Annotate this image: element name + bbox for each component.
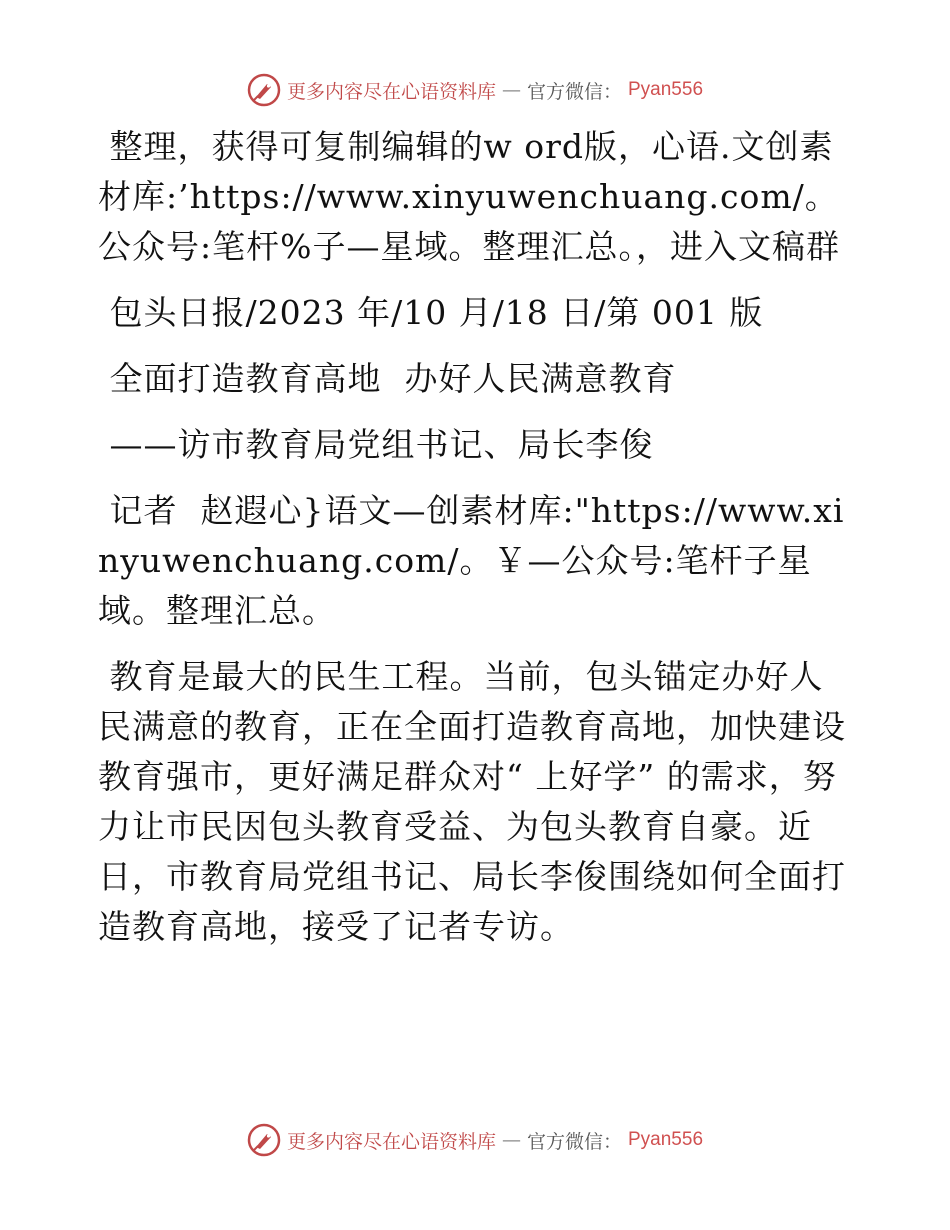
reporter-line: 记者 赵遐心}语文—创素材库:"https://www.xinyuwenchuang.com/。￥—公众号:笔杆子星域。整理汇总。 <box>98 491 845 630</box>
banner-wechat-id: Pyan556 <box>628 1129 704 1150</box>
footer-banner <box>0 1120 950 1160</box>
banner-title: 更多内容尽在心语资料库 <box>286 1130 496 1153</box>
header-banner <box>0 70 950 110</box>
body-paragraph: 教育是最大的民生工程。当前，包头锚定办好人民满意的教育，正在全面打造教育高地，加快建设教育强市，更好满足群众对“ 上好学” 的需求，努力让市民因包头教育受益、为包头教育自豪。近日，市教育局党组书记、局长李俊围绕如何全面打造教育高地，接受了记者专访。 <box>98 657 846 946</box>
document-body <box>98 122 853 968</box>
banner-separator: — <box>501 79 521 101</box>
banner-wechat-label: 官方微信： <box>526 1130 622 1153</box>
header-banner-content <box>247 73 703 107</box>
intro-paragraph: 整理，获得可复制编辑的w ord版，心语.文创素材库:’https://www.xinyuwenchuang.com/。公众号:笔杆%子—星域。整理汇总。，进入文稿群 <box>98 127 840 266</box>
pen-nib-logo-icon <box>247 73 281 107</box>
banner-title: 更多内容尽在心语资料库 <box>286 80 496 103</box>
article-subtitle: ——访市教育局党组书记、局长李俊 <box>98 425 654 464</box>
banner-separator: — <box>501 1129 521 1151</box>
footer-banner-content <box>247 1123 703 1157</box>
banner-wechat-id: Pyan556 <box>628 79 704 100</box>
article-title: 全面打造教育高地 办好人民满意教育 <box>98 359 677 398</box>
pen-nib-logo-icon <box>247 1123 281 1157</box>
source-line: 包头日报/2023 年/10 月/18 日/第 001 版 <box>98 293 764 332</box>
banner-wechat-label: 官方微信： <box>526 80 622 103</box>
